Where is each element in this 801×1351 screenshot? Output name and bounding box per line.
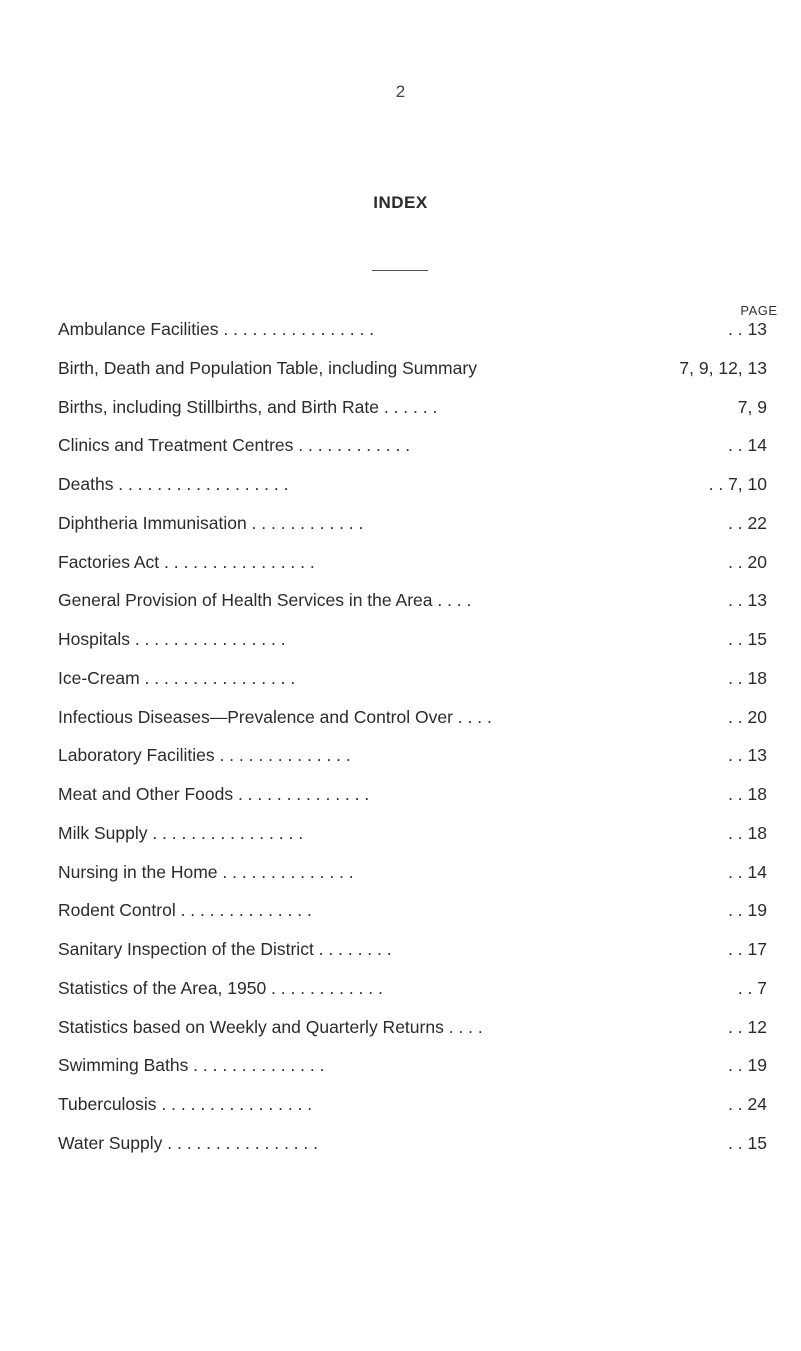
index-entry-label: Births, including Stillbirths, and Birth Rate . . . . . .	[58, 396, 438, 417]
index-entry	[58, 1046, 798, 1085]
index-entry-pages: . . 18	[728, 667, 767, 688]
index-entry-pages: . . 13	[728, 319, 767, 339]
page-number: 2	[395, 82, 406, 101]
index-entry	[58, 853, 798, 892]
index-entry-pages: . . 12	[728, 1016, 767, 1037]
index-entry-label: Deaths . . . . . . . . . . . . . . . . . .	[58, 474, 289, 494]
index-entry	[58, 1085, 798, 1124]
index-entry	[58, 426, 798, 465]
index-entry-pages: . . 15	[728, 629, 767, 649]
index-entry-label: Hospitals . . . . . . . . . . . . . . . .	[58, 629, 286, 649]
index-entry-label: Infectious Diseases—Prevalence and Control Over . . . .	[58, 706, 492, 727]
index-entry-pages: . . 18	[728, 822, 767, 843]
index-entry-label: Factories Act . . . . . . . . . . . . . . . .	[58, 551, 315, 572]
index-entry-label: Milk Supply . . . . . . . . . . . . . . . .	[58, 822, 304, 843]
index-entry-label: Laboratory Facilities . . . . . . . . . . . . . .	[58, 745, 351, 766]
index-entry-pages: . . 22	[728, 512, 767, 533]
index-entry-pages: . . 14	[728, 861, 767, 882]
index-entry	[58, 736, 798, 775]
index-entry-label: General Provision of Health Services in the Area . . . .	[58, 590, 472, 611]
title-divider	[372, 270, 428, 271]
index-entry-pages: 7, 9	[737, 396, 767, 417]
index-entry-label: Nursing in the Home . . . . . . . . . . . . . .	[58, 861, 354, 882]
index-entry	[58, 504, 798, 543]
page-title: INDEX	[373, 193, 428, 212]
index-entry-pages: . . 18	[728, 784, 767, 804]
index-entry-label: Ice-Cream . . . . . . . . . . . . . . . .	[58, 667, 296, 688]
index-entry-pages: . . 24	[728, 1094, 767, 1114]
index-entry-label: Birth, Death and Population Table, including Summary	[58, 357, 477, 378]
index-entry	[58, 698, 798, 737]
index-list	[58, 310, 798, 1163]
index-entry	[58, 543, 798, 582]
index-entry	[58, 1008, 798, 1047]
page-column-header: PAGE	[740, 303, 778, 318]
index-entry-pages: . . 14	[728, 435, 767, 456]
index-entry-label: Diphtheria Immunisation . . . . . . . . . . . .	[58, 512, 364, 533]
index-entry	[58, 775, 798, 814]
index-entry-label: Swimming Baths . . . . . . . . . . . . . .	[58, 1055, 325, 1076]
index-entry-label: Statistics based on Weekly and Quarterly Returns . . . .	[58, 1016, 483, 1037]
index-entry-pages: . . 19	[728, 900, 767, 921]
index-entry-pages: . . 13	[728, 745, 767, 766]
index-entry-label: Water Supply . . . . . . . . . . . . . . . .	[58, 1132, 318, 1153]
index-entry	[58, 814, 798, 853]
index-entry-pages: . . 17	[728, 939, 767, 959]
index-entry-label: Ambulance Facilities . . . . . . . . . . . . . . . .	[58, 319, 375, 339]
index-entry-pages: . . 15	[728, 1132, 767, 1153]
index-entry-label: Tuberculosis . . . . . . . . . . . . . . . .	[58, 1094, 313, 1114]
index-entry	[58, 465, 798, 504]
index-entry-pages: . . 20	[728, 551, 767, 572]
index-entry-label: Meat and Other Foods . . . . . . . . . . . . . .	[58, 784, 370, 804]
index-entry	[58, 930, 798, 969]
index-entry-label: Rodent Control . . . . . . . . . . . . . .	[58, 900, 312, 921]
index-entry	[58, 891, 798, 930]
index-entry-pages: . . 20	[728, 706, 767, 727]
index-entry	[58, 310, 798, 349]
index-entry-label: Sanitary Inspection of the District . . . . . . . .	[58, 939, 392, 959]
index-entry-label: Statistics of the Area, 1950 . . . . . . . . . . . .	[58, 977, 383, 998]
index-entry-pages: . . 7, 10	[708, 474, 767, 494]
index-entry-pages: 7, 9, 12, 13	[679, 357, 767, 378]
index-entry	[58, 969, 798, 1008]
index-entry	[58, 1124, 798, 1163]
index-entry-pages: . . 19	[728, 1055, 767, 1076]
index-entry-pages: . . 13	[728, 590, 767, 611]
index-entry-label: Clinics and Treatment Centres . . . . . . . . . . . .	[58, 435, 411, 456]
index-entry-pages: . . 7	[737, 977, 767, 998]
index-entry	[58, 349, 798, 388]
index-entry	[58, 620, 798, 659]
index-entry	[58, 581, 798, 620]
index-entry	[58, 388, 798, 427]
index-entry	[58, 659, 798, 698]
